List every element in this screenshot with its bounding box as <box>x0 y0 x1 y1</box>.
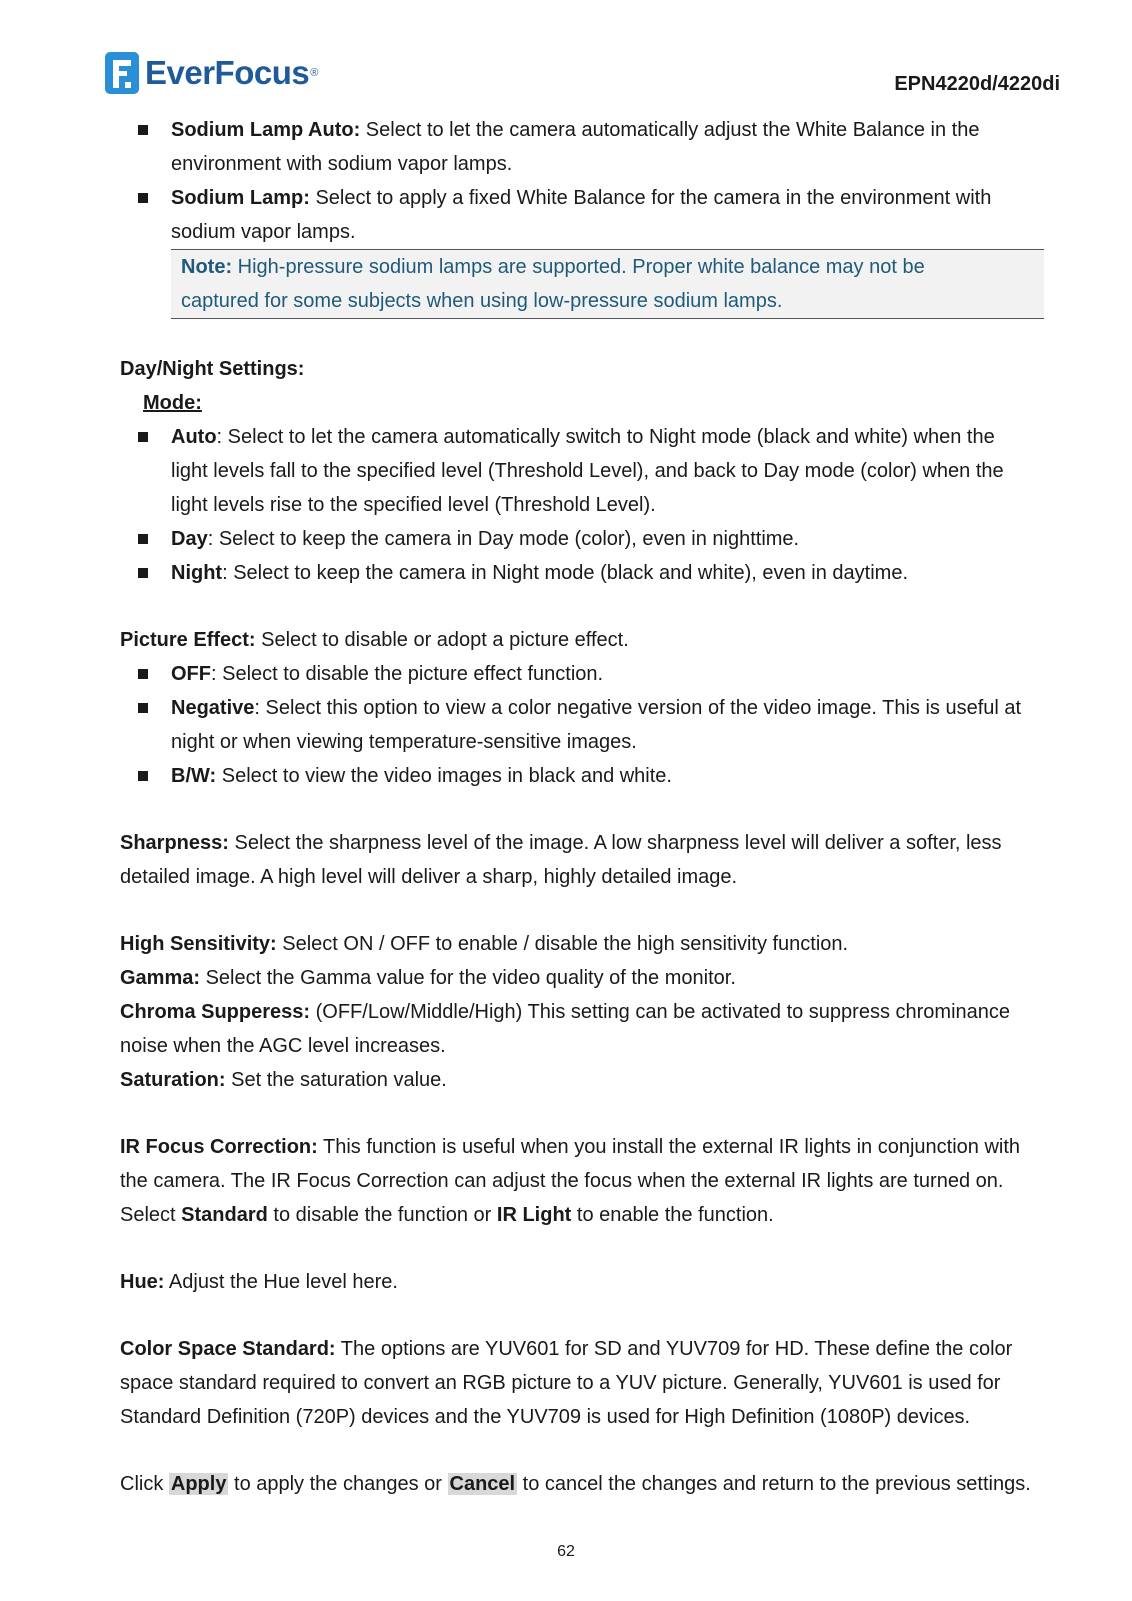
term: Color Space Standard: <box>120 1338 336 1360</box>
bullet-square-icon <box>138 432 148 442</box>
text: to cancel the changes and return to the previous settings. <box>517 1473 1031 1495</box>
text: : Select to let the camera automatically switch to Night mode (black and white) when the <box>216 426 995 448</box>
term: High Sensitivity: <box>120 933 277 955</box>
list-item-night <box>120 556 1060 590</box>
bullet-square-icon <box>138 771 148 781</box>
list-item-day <box>120 522 1060 556</box>
paragraph-color-space <box>120 1332 1060 1366</box>
paragraph-ir-focus <box>120 1130 1060 1164</box>
page-content <box>120 113 1060 1501</box>
text: Set the saturation value. <box>225 1069 447 1091</box>
term-standard: Standard <box>181 1204 268 1226</box>
cancel-button-label: Cancel <box>449 1473 516 1495</box>
everfocus-logo-icon <box>105 52 139 94</box>
text: light levels rise to the specified level (Threshold Level). <box>171 494 656 516</box>
note-text: High-pressure sodium lamps are supported. Proper white balance may not be <box>232 256 925 278</box>
text: night or when viewing temperature-sensitive images. <box>171 731 637 753</box>
everfocus-logo <box>105 50 318 96</box>
text: Select to apply a fixed White Balance for the camera in the environment with <box>309 187 992 209</box>
list-item-continuation <box>120 488 1060 522</box>
text: to apply the changes or <box>228 1473 448 1495</box>
paragraph-continuation: detailed image. A high level will deliver a sharp, highly detailed image. <box>120 866 738 888</box>
term: Gamma: <box>120 967 201 989</box>
term: Sharpness: <box>120 832 229 854</box>
subheading-mode: Mode: <box>143 392 202 414</box>
text: Click <box>120 1473 169 1495</box>
list-item-sodium-lamp-auto <box>120 113 1060 147</box>
bullet-square-icon <box>138 568 148 578</box>
paragraph-chroma <box>120 995 1060 1029</box>
paragraph-sharpness <box>120 826 1060 860</box>
model-number: EPN4220d/4220di <box>894 73 1060 95</box>
text: Adjust the Hue level here. <box>164 1271 398 1293</box>
term: Sodium Lamp: <box>171 187 310 209</box>
paragraph-continuation <box>120 1198 1060 1232</box>
logo-text: EverFocus <box>145 54 310 91</box>
text: This function is useful when you install the external IR lights in conjunction with <box>317 1136 1021 1158</box>
text: : Select this option to view a color negative version of the video image. This is useful at <box>254 697 1022 719</box>
page-number: 62 <box>557 1543 575 1560</box>
list-item-negative <box>120 691 1060 725</box>
term-ir-light: IR Light <box>496 1204 572 1226</box>
term: Saturation: <box>120 1069 226 1091</box>
text: Select <box>120 1204 182 1226</box>
term: Negative <box>171 697 255 719</box>
section-heading-day-night: Day/Night Settings: <box>120 358 305 380</box>
paragraph-saturation <box>120 1063 1060 1097</box>
text: : Select to keep the camera in Night mode (black and white), even in daytime. <box>222 562 909 584</box>
list-item-continuation <box>120 215 1060 249</box>
paragraph-apply-cancel <box>120 1467 1060 1501</box>
text: to disable the function or <box>267 1204 497 1226</box>
text: Select ON / OFF to enable / disable the high sensitivity function. <box>276 933 849 955</box>
note-label: Note: <box>181 256 233 278</box>
paragraph-gamma <box>120 961 1060 995</box>
bullet-square-icon <box>138 534 148 544</box>
list-item-continuation <box>120 725 1060 759</box>
text: Select the Gamma value for the video quality of the monitor. <box>200 967 736 989</box>
bullet-square-icon <box>138 703 148 713</box>
paragraph-continuation: noise when the AGC level increases. <box>120 1035 446 1057</box>
bullet-square-icon <box>138 193 148 203</box>
text: sodium vapor lamps. <box>171 221 356 243</box>
note-text: captured for some subjects when using low-pressure sodium lamps. <box>181 290 783 312</box>
list-item-continuation <box>120 147 1060 181</box>
term: Hue: <box>120 1271 165 1293</box>
term: Sodium Lamp Auto: <box>171 119 361 141</box>
logo-registered-mark: ® <box>310 67 319 79</box>
text: to enable the function. <box>571 1204 774 1226</box>
paragraph-continuation: Standard Definition (720P) devices and the YUV709 is used for High Definition (1080P) devices. <box>120 1406 971 1428</box>
paragraph-continuation: space standard required to convert an RGB picture to a YUV picture. Generally, YUV601 is used for <box>120 1372 1001 1394</box>
apply-button-label: Apply <box>170 1473 227 1495</box>
text: The options are YUV601 for SD and YUV709 for HD. These define the color <box>335 1338 1013 1360</box>
text: Select the sharpness level of the image. A low sharpness level will deliver a softer, less <box>228 832 1002 854</box>
term: OFF <box>171 663 211 685</box>
list-item-auto <box>120 420 1060 454</box>
term: Picture Effect: <box>120 629 256 651</box>
term: Chroma Supperess: <box>120 1001 311 1023</box>
term: Night <box>171 562 223 584</box>
text: environment with sodium vapor lamps. <box>171 153 513 175</box>
paragraph-hue <box>120 1265 1060 1299</box>
paragraph-continuation: the camera. The IR Focus Correction can adjust the focus when the external IR lights are turned on. <box>120 1170 1004 1192</box>
bullet-square-icon <box>138 669 148 679</box>
text: : Select to disable the picture effect function. <box>211 663 604 685</box>
paragraph-picture-effect <box>120 623 1060 657</box>
text: (OFF/Low/Middle/High) This setting can be activated to suppress chrominance <box>310 1001 1011 1023</box>
text: Select to disable or adopt a picture effect. <box>255 629 629 651</box>
term: IR Focus Correction: <box>120 1136 318 1158</box>
list-item-off <box>120 657 1060 691</box>
term: Auto <box>171 426 217 448</box>
note-box <box>171 249 1044 319</box>
text: light levels fall to the specified level (Threshold Level), and back to Day mode (color) when the <box>171 460 1004 482</box>
paragraph-high-sensitivity <box>120 927 1060 961</box>
list-item-bw <box>120 759 1060 793</box>
text: Select to let the camera automatically adjust the White Balance in the <box>360 119 980 141</box>
list-item-sodium-lamp <box>120 181 1060 215</box>
text: : Select to keep the camera in Day mode (color), even in nighttime. <box>207 528 800 550</box>
term: B/W: <box>171 765 217 787</box>
list-item-continuation <box>120 454 1060 488</box>
text: Select to view the video images in black and white. <box>216 765 672 787</box>
term: Day <box>171 528 208 550</box>
bullet-square-icon <box>138 125 148 135</box>
